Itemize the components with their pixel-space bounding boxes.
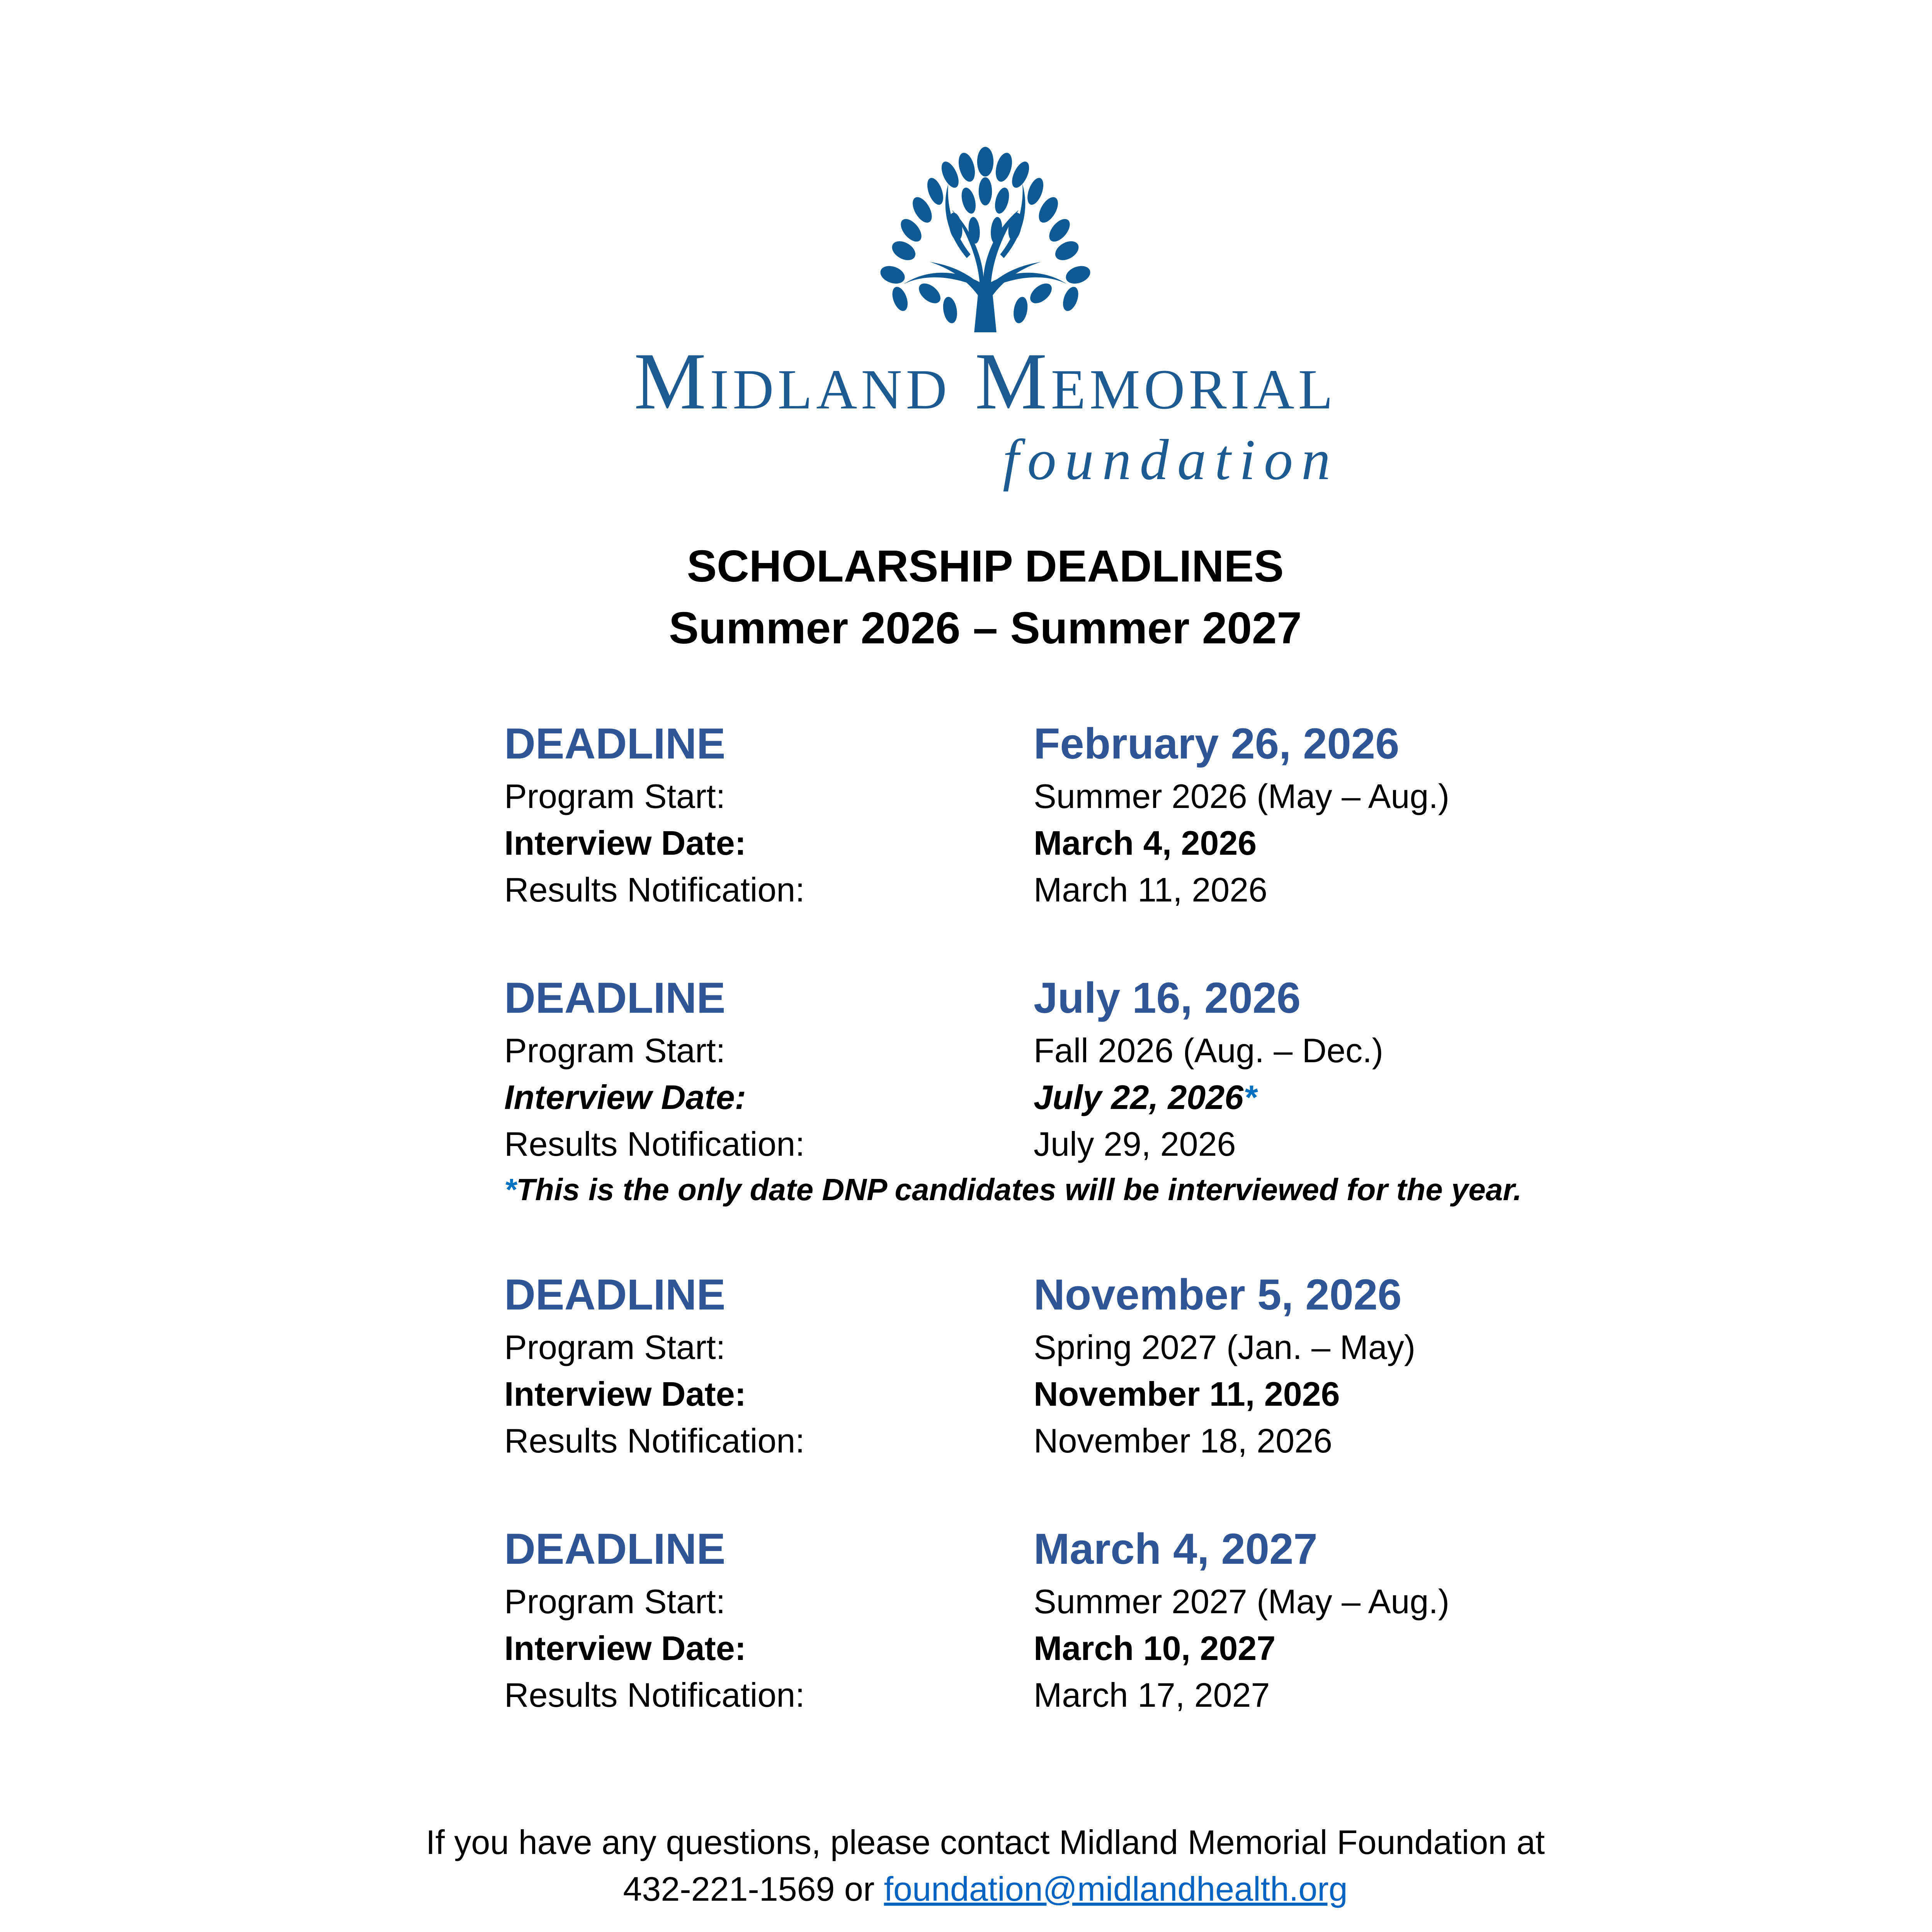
- interview-date-value: November 11, 2026: [1034, 1375, 1340, 1413]
- deadline-date: November 5, 2026: [1034, 1270, 1402, 1319]
- results-notification-label: Results Notification:: [504, 1676, 805, 1714]
- page-subtitle: Summer 2026 – Summer 2027: [669, 603, 1302, 653]
- results-notification-value: March 11, 2026: [1034, 871, 1267, 909]
- dnp-note: [504, 1167, 1895, 1212]
- contact-line: [0, 1866, 1932, 1912]
- deadline-section: [504, 969, 1895, 1212]
- logo-name: Midland Memorial: [634, 337, 1337, 426]
- program-start-value: Spring 2027 (Jan. – May): [1034, 1328, 1416, 1366]
- interview-date-label: Interview Date:: [504, 1078, 746, 1116]
- deadline-label: DEADLINE: [504, 1270, 726, 1319]
- results-notification-value: November 18, 2026: [1034, 1422, 1332, 1460]
- program-start-value: Summer 2027 (May – Aug.): [1034, 1582, 1450, 1621]
- program-start-value: Fall 2026 (Aug. – Dec.): [1034, 1031, 1383, 1070]
- contact-email-link[interactable]: foundation@midlandhealth.org: [884, 1870, 1348, 1908]
- deadline-label: DEADLINE: [504, 719, 726, 768]
- logo-wordmark: [632, 336, 1339, 493]
- results-notification-value: July 29, 2026: [1034, 1125, 1236, 1163]
- interview-date-value: March 10, 2027: [1034, 1629, 1276, 1667]
- contact-phone: 432-221-1569 or: [623, 1870, 884, 1908]
- asterisk-marker: *: [1243, 1078, 1257, 1116]
- results-notification-label: Results Notification:: [504, 1125, 805, 1163]
- deadline-section: [504, 1266, 1895, 1464]
- results-notification-label: Results Notification:: [504, 871, 805, 909]
- results-notification-value: March 17, 2027: [1034, 1676, 1270, 1714]
- program-start-label: Program Start:: [504, 777, 726, 815]
- interview-date-label: Interview Date:: [504, 1375, 746, 1413]
- program-start-value: Summer 2026 (May – Aug.): [1034, 777, 1450, 815]
- program-start-label: Program Start:: [504, 1328, 726, 1366]
- page-title: SCHOLARSHIP DEADLINES: [687, 541, 1284, 591]
- logo-subtitle: foundation: [1002, 428, 1339, 492]
- deadline-section: [504, 715, 1895, 913]
- interview-date-label: Interview Date:: [504, 824, 746, 862]
- interview-date-label: Interview Date:: [504, 1629, 746, 1667]
- program-start-label: Program Start:: [504, 1031, 726, 1070]
- program-start-label: Program Start:: [504, 1582, 726, 1621]
- deadline-label: DEADLINE: [504, 974, 726, 1022]
- interview-date-value: March 4, 2026: [1034, 824, 1257, 862]
- deadline-label: DEADLINE: [504, 1525, 726, 1573]
- interview-date-value: July 22, 2026: [1034, 1078, 1244, 1116]
- contact-text: If you have any questions, please contact Midland Memorial Foundation at: [426, 1823, 1545, 1861]
- tree-icon: [855, 147, 1115, 332]
- deadline-section: [504, 1520, 1895, 1718]
- deadline-date: July 16, 2026: [1034, 974, 1301, 1022]
- foundation-logo: [0, 147, 1932, 493]
- asterisk-marker: *: [504, 1172, 517, 1207]
- deadline-date: March 4, 2027: [1034, 1525, 1318, 1573]
- deadline-date: February 26, 2026: [1034, 719, 1400, 768]
- dnp-note-text: This is the only date DNP candidates will be interviewed for the year.: [516, 1172, 1522, 1207]
- results-notification-label: Results Notification:: [504, 1422, 805, 1460]
